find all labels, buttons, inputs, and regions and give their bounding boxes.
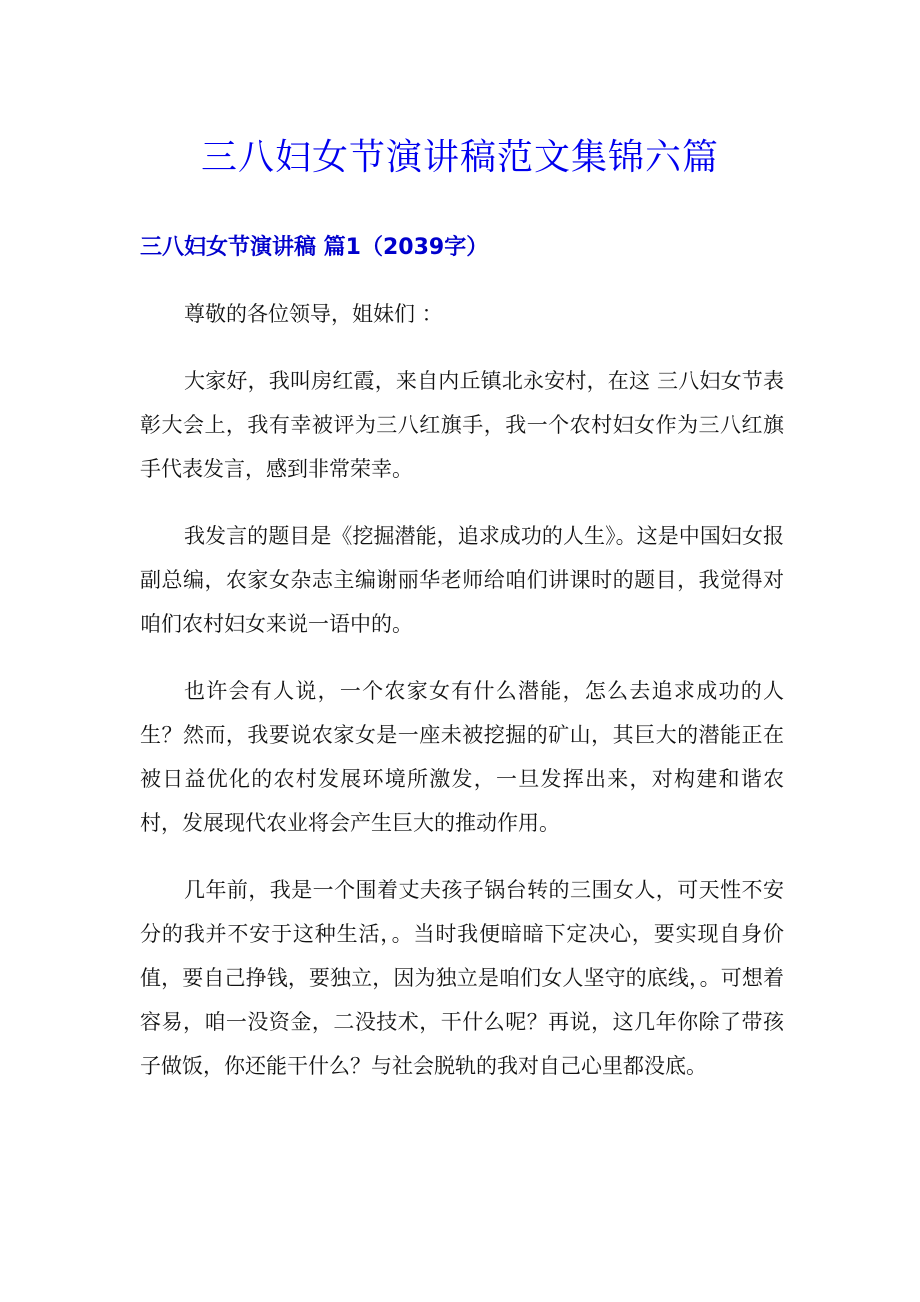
section-heading: 三八妇女节演讲稿 篇1（2039字） bbox=[140, 235, 489, 260]
document-title: 三八妇女节演讲稿范文集锦六篇 bbox=[200, 137, 719, 178]
paragraph-speech-topic: 我发言的题目是《挖掘潜能，追求成功的人生》。这是中国妇女报副总编，农家女杂志主编谢丽华老师给咱们讲课时的题目，我觉得对咱们农村妇女来说一语中的。 bbox=[140, 524, 784, 636]
paragraph-potential: 也许会有人说，一个农家女有什么潜能，怎么去追求成功的人生？然而，我要说农家女是一座未被挖掘的矿山，其巨大的潜能正在被日益优化的农村发展环境所激发，一旦发挥出来，对构建和谐农村，发展现代农业将会产生巨大的推动作用。 bbox=[140, 679, 784, 835]
paragraph-background: 几年前，我是一个围着丈夫孩子锅台转的三围女人，可天性不安分的我并不安于这种生活，。当时我便暗暗下定决心，要实现自身价值，要自己挣钱，要独立，因为独立是咱们女人坚守的底线，。可想着容易，咱一没资金，二没技术，干什么呢？再说，这几年你除了带孩子做饭，你还能干什么？与社会脱轨的我对自己心里都没底。 bbox=[140, 878, 784, 1078]
document-body bbox=[140, 292, 784, 1111]
paragraph-salutation: 尊敬的各位领导，姐妹们 ： bbox=[184, 302, 443, 326]
paragraph-introduction: 大家好，我叫房红霞，来自内丘镇北永安村，在这 三八妇女节表彰大会上，我有幸被评为三八红旗手，我一个农村妇女作为三八红旗手代表发言，感到非常荣幸。 bbox=[140, 369, 784, 481]
